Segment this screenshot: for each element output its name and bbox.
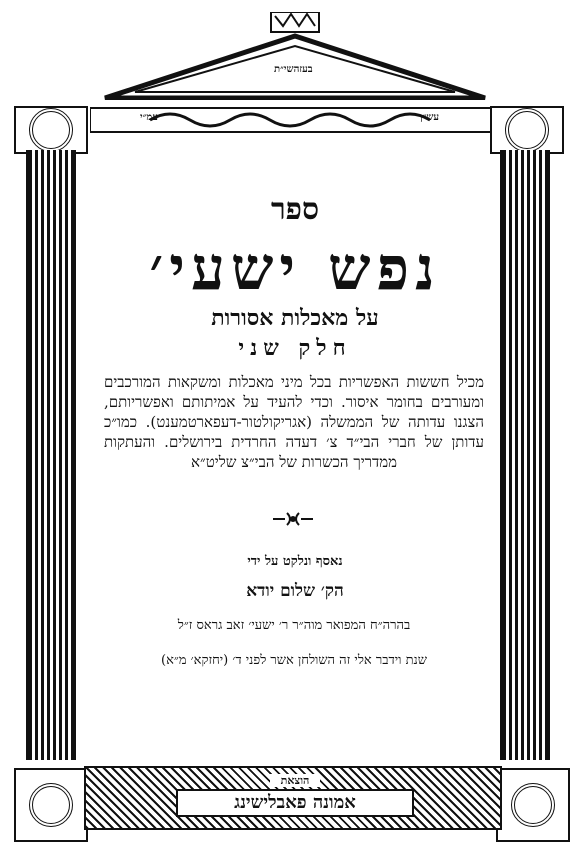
- book-title: נפש ישעי׳: [149, 234, 441, 304]
- rosette-icon: [505, 108, 549, 152]
- publisher-name: אמונה פאבלישינג: [176, 789, 414, 817]
- author-parentage: בהרה״ח המפואר מוה״ר ר׳ ישעי׳ זאב גראס ז״ל: [177, 618, 411, 633]
- book-description: מכיל חששות האפשריות בכל מיני מאכלות ומשקאות המורכבים ומעורבים בחומר איסור. וכדי להעיד על אמיתותם ואפשריותם, הצגנו עדותה של הממשלה (אגריקולטור-דעפארטמענט). כמו״כ עדותן של חברי הבי״ד צ׳ דעדה החרדית בירושלים. והעתקות ממדריך הכשרות של הבי״צ שליט״א: [104, 373, 484, 471]
- rosette-icon: [29, 108, 73, 152]
- left-base: [14, 768, 88, 842]
- pediment-top-text: בעזהשי״ת: [274, 64, 313, 75]
- pediment-right-text: עש״ן: [420, 112, 440, 123]
- book-subtitle: על מאכלות אסורות: [211, 305, 379, 331]
- left-column: [26, 150, 76, 760]
- sefer-label: ספר: [270, 192, 320, 227]
- right-column: [500, 150, 550, 760]
- author-name: הק׳ שלום יודא: [246, 581, 344, 601]
- year-line: שנת וידבר אלי זה השולחן אשר לפני ד׳ (יחזקא׳ מ״א): [161, 653, 427, 668]
- right-capital: [490, 106, 564, 154]
- book-part: חלק שני: [238, 335, 352, 361]
- left-capital: [14, 106, 88, 154]
- pediment-left-text: עמ״י: [140, 112, 159, 123]
- rosette-icon: [29, 783, 73, 827]
- divider-ornament: [271, 510, 315, 528]
- rosette-icon: [511, 783, 555, 827]
- pediment-ornament: [95, 12, 495, 100]
- right-base: [496, 768, 570, 842]
- collected-by-line: נאסף ונלקט על ידי: [247, 554, 343, 569]
- publisher-label: הוצאת: [270, 774, 320, 787]
